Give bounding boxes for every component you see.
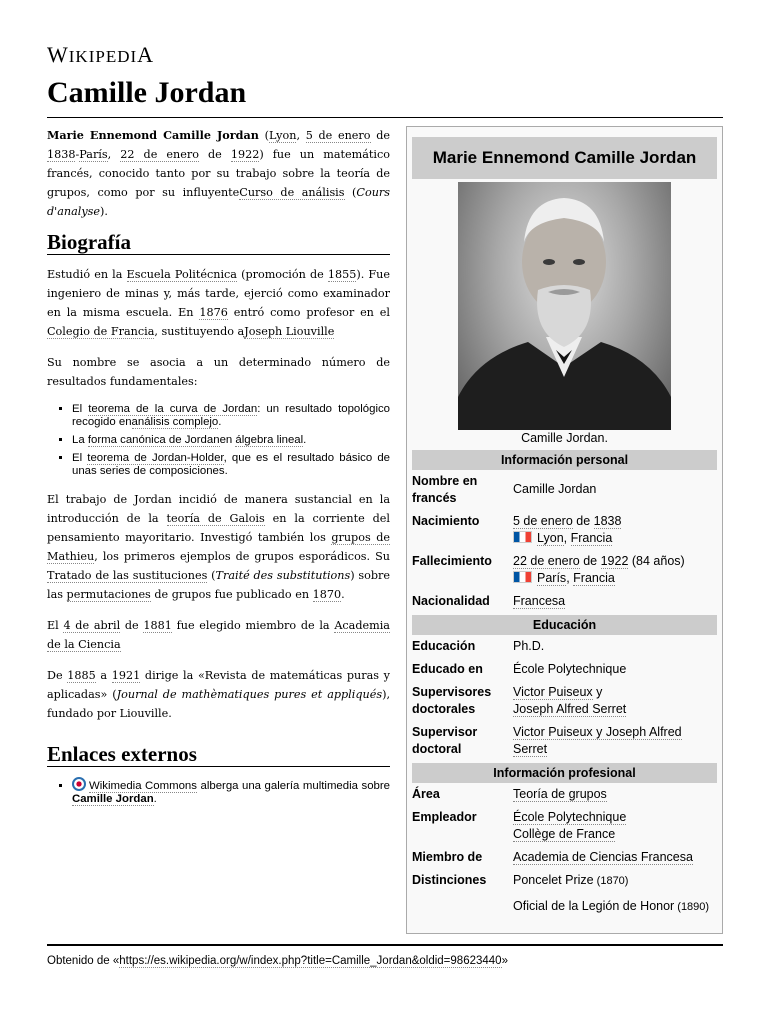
text: dirige la «Revista de matemáticas puras y aplicadas» ( (47, 669, 390, 701)
value-educado-en: École Polytechnique (513, 662, 627, 676)
label-nombre: Nombre en francés (412, 474, 478, 505)
text: ). (100, 205, 108, 218)
text: en (219, 434, 236, 446)
link-jordan-holder[interactable]: teorema de Jordan-Holder (87, 452, 224, 464)
link-mathieu[interactable]: grupos de Mathieu (47, 531, 390, 563)
text: ( (258, 129, 269, 142)
link-tratado[interactable]: Tratado de las sustituciones (47, 569, 208, 582)
link-colegio[interactable]: Colegio de Francia (47, 325, 155, 338)
link-analisis-complejo[interactable]: análisis complejo (131, 416, 219, 428)
article-body (47, 126, 390, 818)
link-curva-jordan[interactable]: teorema de la curva de Jordan (88, 403, 258, 415)
text: (84 años) (628, 554, 685, 568)
portrait-caption: Camille Jordan. (521, 431, 608, 445)
text: . (341, 588, 345, 601)
journal-title: Journal de mathèmatiques pures et appliqués (116, 688, 383, 701)
link-fall-year[interactable]: 1922 (600, 554, 629, 568)
text: de (572, 514, 594, 528)
link-1885[interactable]: 1885 (67, 669, 96, 682)
link-commons[interactable]: Wikimedia Commons (89, 780, 197, 792)
link-escuela[interactable]: Escuela Politécnica (126, 268, 237, 281)
value-nombre: Camille Jordan (513, 482, 597, 496)
value-nacionalidad (513, 593, 717, 610)
footer-source (47, 955, 508, 967)
link-birth-year[interactable]: 1838 (47, 148, 76, 161)
text: El (72, 403, 89, 415)
text: entró como profesor en el (227, 306, 390, 319)
row-distinciones (412, 869, 717, 919)
row-nacionalidad (412, 590, 717, 613)
label-distinciones: Distinciones (412, 873, 487, 887)
link-paris[interactable]: París (79, 148, 108, 161)
label-empleador: Empleador (412, 810, 477, 824)
link-death-year[interactable]: 1922 (230, 148, 260, 161)
text: ( (344, 186, 357, 199)
link-permutaciones[interactable]: permutaciones (66, 588, 151, 601)
value-empleador (513, 809, 717, 843)
row-area (412, 783, 717, 806)
list-item (72, 452, 390, 478)
row-supervisor-doctoral (412, 721, 717, 761)
label-supervisor-doctoral: Supervisor doctoral (412, 725, 478, 756)
label-nacimiento: Nacimiento (412, 514, 480, 528)
section-personal: Información personal (412, 450, 717, 470)
link-supervisor-doctoral[interactable]: Victor Puiseux y Joseph Alfred Serret (513, 725, 682, 756)
distincion-poncelet-year: (1870) (593, 875, 629, 887)
text: , (566, 571, 574, 585)
wikipedia-logo[interactable] (47, 42, 154, 68)
bio-paragraph-2: Su nombre se asocia a un determinado número de resultados fundamentales: (47, 356, 390, 388)
link-1881[interactable]: 1881 (143, 619, 172, 632)
value-area (513, 786, 717, 803)
value-miembro (513, 849, 717, 866)
row-supervisores (412, 681, 717, 721)
row-educacion (412, 635, 717, 658)
label-area: Área (412, 787, 440, 801)
text: ). Fue ingeniero de minas y, más tarde, ejerció como examinador en la misma escuela. En (47, 268, 390, 319)
bio-paragraph-3 (47, 490, 390, 604)
link-algebra-lineal[interactable]: álgebra lineal (235, 434, 304, 446)
text: ( (207, 569, 216, 582)
text: de (370, 129, 390, 142)
bio-paragraph-5 (47, 666, 390, 723)
label-supervisores: Supervisores doctorales (412, 685, 492, 716)
text: , (107, 148, 121, 161)
distincion-legion: Oficial de la Legión de Honor (513, 899, 675, 913)
text: . (303, 434, 307, 446)
value-nacimiento (513, 513, 717, 547)
logo-letter-a: A (137, 42, 155, 67)
logo-letter-w: W (47, 42, 69, 67)
text: a (95, 669, 112, 682)
wikimedia-commons-icon (72, 777, 86, 791)
text: en la corriente del pensamiento mayoritario. Investigó también los (47, 512, 390, 544)
text: De (47, 669, 68, 682)
text: . (153, 793, 157, 805)
row-nacimiento (412, 510, 717, 550)
link-nac-country[interactable]: Francia (570, 531, 613, 545)
text: , (563, 531, 571, 545)
link-teoria-grupos[interactable]: Teoría de grupos (513, 787, 607, 801)
list-item (72, 403, 390, 429)
text: y (592, 685, 603, 699)
text: fue elegido miembro de la (171, 619, 335, 632)
text: de (579, 554, 601, 568)
footer-url-link[interactable]: https://es.wikipedia.org/w/index.php?title=Camille_Jordan&oldid=98623440 (119, 955, 502, 967)
label-educacion: Educación (412, 639, 476, 653)
link-nac-date[interactable]: 5 de enero (513, 514, 573, 528)
label-fallecimiento: Fallecimiento (412, 554, 492, 568)
text: ), fundado por Liouville. (47, 688, 390, 720)
link-4-abril[interactable]: 4 de abril (63, 619, 121, 632)
portrait-photo[interactable] (458, 182, 671, 430)
heading-biografia: Biografía (47, 233, 390, 255)
portrait-illustration (458, 182, 671, 430)
row-miembro (412, 846, 717, 869)
text: El (72, 452, 88, 464)
link-puiseux[interactable]: Victor Puiseux (513, 685, 593, 699)
distincion-legion-year: (1890) (674, 901, 710, 913)
label-educado-en: Educado en (412, 662, 483, 676)
section-educacion: Educación (412, 615, 717, 635)
link-1870[interactable]: 1870 (312, 588, 342, 601)
link-galois[interactable]: teoría de Galois (166, 512, 265, 525)
link-lyon[interactable]: Lyon (268, 129, 297, 142)
title-divider (47, 117, 723, 118)
text: ) fue un matemático francés, conocido tanto por su trabajo sobre la teoría de grupos, como por su influyente (47, 148, 390, 199)
link-nac-year[interactable]: 1838 (593, 514, 622, 528)
link-francesa[interactable]: Francesa (513, 594, 566, 608)
footer-suffix: » (501, 955, 508, 967)
text: El trabajo de Jordan incidió de manera sustancial en la introducción de la (47, 493, 390, 525)
list-item (72, 777, 390, 806)
section-profesional: Información profesional (412, 763, 717, 783)
link-fall-date[interactable]: 22 de enero (513, 554, 580, 568)
link-death-date[interactable]: 22 de enero (120, 148, 199, 161)
value-fallecimiento (513, 553, 717, 587)
link-curso[interactable]: Curso de análisis (239, 186, 345, 199)
link-college[interactable]: Collège de France (513, 827, 616, 841)
text: , que es el resultado básico de unas series de composiciones. (72, 452, 390, 477)
value-educacion: Ph.D. (513, 639, 545, 653)
link-fall-country[interactable]: Francia (573, 571, 615, 585)
text: : un resultado topológico recogido en (72, 403, 391, 428)
text: de grupos fue publicado en (150, 588, 313, 601)
row-fallecimiento (412, 550, 717, 590)
link-forma-canonica[interactable]: forma canónica de Jordan (87, 434, 220, 446)
label-miembro: Miembro de (412, 850, 483, 864)
text: , sustituyendo a (154, 325, 245, 338)
link-nac-city[interactable]: Lyon (537, 531, 564, 545)
footer-prefix: Obtenido de « (47, 955, 120, 967)
text: , (296, 129, 306, 142)
text: ) sobre las (47, 569, 390, 601)
text: (promoción de (236, 268, 328, 281)
external-links-list (47, 777, 390, 806)
text: de (120, 619, 144, 632)
row-educado-en (412, 658, 717, 681)
france-flag-icon (513, 571, 532, 583)
text: La (72, 434, 88, 446)
text: Estudió en la (47, 268, 127, 281)
logo-letters: IKIPEDI (68, 47, 138, 66)
link-subject[interactable]: Camille Jordan (72, 793, 154, 805)
bio-paragraph-4 (47, 616, 390, 654)
text: - (75, 148, 80, 161)
link-birth-date[interactable]: 5 de enero (305, 129, 371, 142)
link-serret[interactable]: Joseph Alfred Serret (513, 702, 627, 716)
link-1855[interactable]: 1855 (327, 268, 357, 281)
link-academia[interactable]: Academia de la Ciencia (47, 619, 390, 651)
text: de (198, 148, 231, 161)
text: alberga una galería multimedia sobre (196, 780, 390, 792)
subject-name: Marie Ennemond Camille Jordan (47, 128, 259, 142)
value-supervisores (513, 684, 717, 718)
row-empleador (412, 806, 717, 846)
infobox-title-text: Marie Ennemond Camille Jordan (432, 148, 697, 167)
value-supervisor-doctoral (513, 724, 717, 758)
distincion-poncelet: Poncelet Prize (513, 873, 594, 887)
link-liouville[interactable]: Joseph Liouville (244, 325, 335, 338)
infobox (406, 126, 723, 934)
label-nacionalidad: Nacionalidad (412, 594, 490, 608)
cours-title: Cours d'analyse (47, 186, 390, 218)
link-fall-city[interactable]: París (537, 571, 567, 585)
link-academia-ciencias[interactable]: Academia de Ciencias Francesa (513, 850, 693, 864)
link-1876[interactable]: 1876 (199, 306, 228, 319)
bio-paragraph-1 (47, 265, 390, 341)
results-list (47, 403, 390, 478)
value-distinciones (513, 872, 717, 916)
traite-title: Traité des substitutions (215, 569, 351, 582)
row-nombre (412, 470, 717, 510)
text: , los primeros ejemplos de grupos esporádicos. Su (94, 550, 390, 563)
text: . (218, 416, 222, 428)
text: El (47, 619, 64, 632)
list-item (72, 434, 390, 447)
heading-enlaces: Enlaces externos (47, 745, 390, 767)
france-flag-icon (513, 531, 532, 543)
link-1921[interactable]: 1921 (111, 669, 141, 682)
infobox-title (412, 137, 717, 179)
intro-paragraph (47, 126, 390, 221)
footer-divider (47, 944, 723, 946)
page-title: Camille Jordan (47, 76, 247, 109)
link-polytechnique[interactable]: École Polytechnique (513, 810, 627, 824)
